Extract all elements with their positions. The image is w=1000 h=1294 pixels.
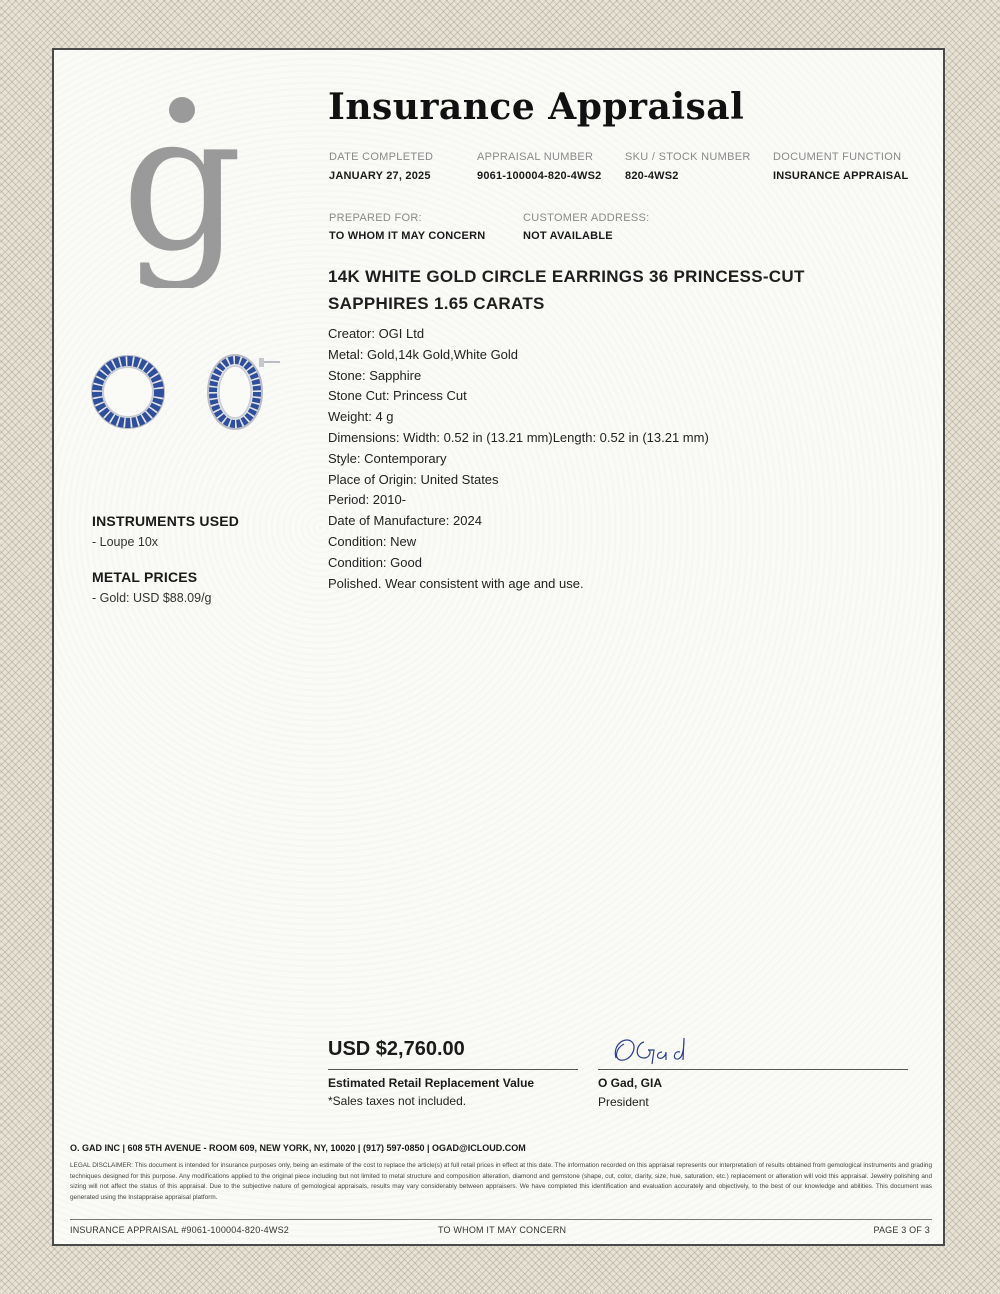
value-label: Estimated Retail Replacement Value [328, 1076, 535, 1090]
legal-disclaimer: LEGAL DISCLAIMER: This document is intended for insurance purposes only, being an estimate of the cost to replace the article(s) at full retail prices in effect at this date. The information recorded on this appraisal represents our interpretation of results obtained from gemological instruments and grading techniques designed for this purpose. Any modifications applied to the original piece including but not limited to metal structure and composition alteration, diamond and gemstone (shape, cut, color, clarity, size, hue, saturation, etc.) replacement or alteration will void this appraisal. Jewelry polishing and sizing will not affect the status of this appraisal. Due to the subjective nature of gemological appraisals, results may vary considerably between appraisers. We have completed this identification and evaluation accurately and objectively, to the best of our knowledge and abilities. This document was generated using the Instappraise appraisal platform. [70, 1162, 932, 1201]
detail-condition-new: Condition: New [328, 533, 417, 549]
footer-appraisal-id: INSURANCE APPRAISAL #9061-100004-820-4WS2 [70, 1225, 289, 1235]
appraisal-number-label: APPRAISAL NUMBER [477, 151, 594, 163]
sku-label: SKU / STOCK NUMBER [625, 151, 751, 163]
detail-creator: Creator: OGI Ltd [328, 326, 425, 341]
company-info: O. GAD INC | 608 5TH AVENUE - ROOM 609, NEW YORK, NY, 10020 | (917) 597-0850 | OGAD@ICLOUD.COM [70, 1143, 526, 1153]
date-completed-value: JANUARY 27, 2025 [329, 170, 431, 182]
logo [82, 48, 272, 288]
date-completed-label: DATE COMPLETED [329, 151, 434, 163]
appraised-value: USD $2,760.00 [328, 1038, 465, 1060]
prepared-for-label: PREPARED FOR: [329, 212, 422, 224]
footer-recipient: TO WHOM IT MAY CONCERN [438, 1225, 567, 1235]
detail-period: Period: 2010- [328, 492, 407, 508]
tax-note: *Sales taxes not included. [328, 1094, 467, 1108]
metal-prices-heading: METAL PRICES [92, 569, 198, 585]
detail-metal: Metal: Gold,14k Gold,White Gold [328, 346, 519, 362]
customer-address-label: CUSTOMER ADDRESS: [523, 212, 650, 224]
detail-origin: Place of Origin: United States [328, 471, 499, 487]
document-title: Insurance Appraisal [328, 86, 745, 128]
prepared-for-value: TO WHOM IT MAY CONCERN [329, 230, 486, 242]
earrings-photo [88, 345, 288, 440]
detail-wear-note: Polished. Wear consistent with age and use. [328, 575, 584, 591]
footer-divider [70, 1219, 932, 1220]
detail-dimensions: Dimensions: Width: 0.52 in (13.21 mm)Length: 0.52 in (13.21 mm) [328, 429, 709, 445]
document-function-label: DOCUMENT FUNCTION [773, 151, 902, 163]
document-function-value: INSURANCE APPRAISAL [773, 170, 909, 182]
side-earring-image [208, 355, 280, 429]
signature-line [598, 1069, 908, 1070]
detail-condition-good: Condition: Good [328, 554, 422, 570]
instruments-item: - Loupe 10x [92, 535, 159, 549]
logo-letter: g [121, 72, 243, 288]
signer-name: O Gad, GIA [598, 1076, 663, 1090]
signer-title: President [598, 1095, 649, 1109]
metal-prices-item: - Gold: USD $88.09/g [92, 591, 212, 605]
signature [610, 1030, 700, 1070]
detail-stone: Stone: Sapphire [328, 367, 422, 383]
item-title: 14K WHITE GOLD CIRCLE EARRINGS 36 PRINCESS-CUT SAPPHIRES 1.65 CARATS [328, 267, 805, 313]
customer-address-value: NOT AVAILABLE [523, 230, 613, 242]
detail-stone-cut: Stone Cut: Princess Cut [328, 388, 467, 404]
page-number: PAGE 3 OF 3 [873, 1225, 930, 1235]
instruments-heading: INSTRUMENTS USED [92, 513, 240, 529]
item-details-list [328, 324, 709, 594]
detail-weight: Weight: 4 g [328, 409, 394, 425]
detail-manufacture-date: Date of Manufacture: 2024 [328, 513, 482, 529]
front-earring-image [92, 356, 164, 428]
appraisal-number-value: 9061-100004-820-4WS2 [477, 170, 602, 182]
logo-g-icon [82, 48, 272, 288]
value-divider [328, 1069, 578, 1070]
detail-style: Style: Contemporary [328, 450, 447, 466]
signature-script-text: OGad [610, 1030, 613, 1031]
sku-value: 820-4WS2 [625, 170, 679, 182]
